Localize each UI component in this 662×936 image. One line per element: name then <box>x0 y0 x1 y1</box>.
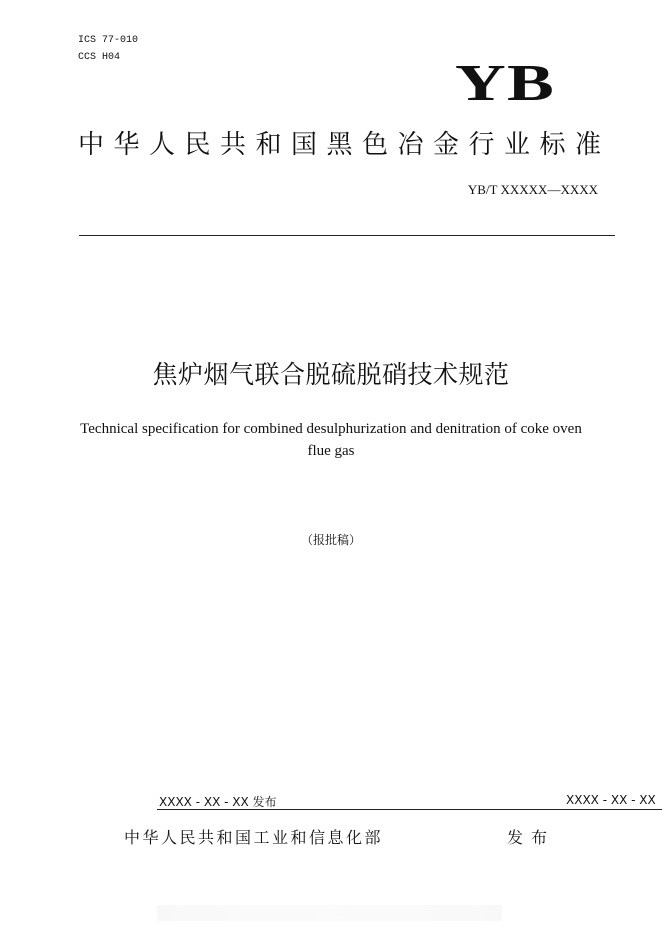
header-divider <box>79 235 615 236</box>
draft-status: （报批稿） <box>300 533 361 547</box>
ics-code: ICS 77-010 <box>78 35 139 46</box>
standard-code: YB/T XXXXX—XXXX <box>467 182 598 197</box>
title-english-line-1: Technical specification for combined desulphurization and denitration of coke oven <box>80 421 582 437</box>
standard-name: 中华人民共和国黑色冶金行业标准 <box>78 130 611 160</box>
issuing-authority: 中华人民共和国工业和信息化部 <box>124 828 384 847</box>
issue-label: 发布 <box>507 828 556 847</box>
faint-watermark <box>157 905 502 921</box>
footer-divider <box>157 809 662 810</box>
ccs-code: CCS H04 <box>78 52 121 63</box>
publish-date: XXXX - XX - XX 发布 <box>159 795 277 809</box>
yb-logo: YB <box>455 55 556 112</box>
title-chinese: 焦炉烟气联合脱硫脱硝技术规范 <box>152 360 510 389</box>
title-english-line-2: flue gas <box>307 443 355 459</box>
title-english <box>60 418 602 462</box>
implement-date: XXXX - XX - XX <box>566 793 656 807</box>
